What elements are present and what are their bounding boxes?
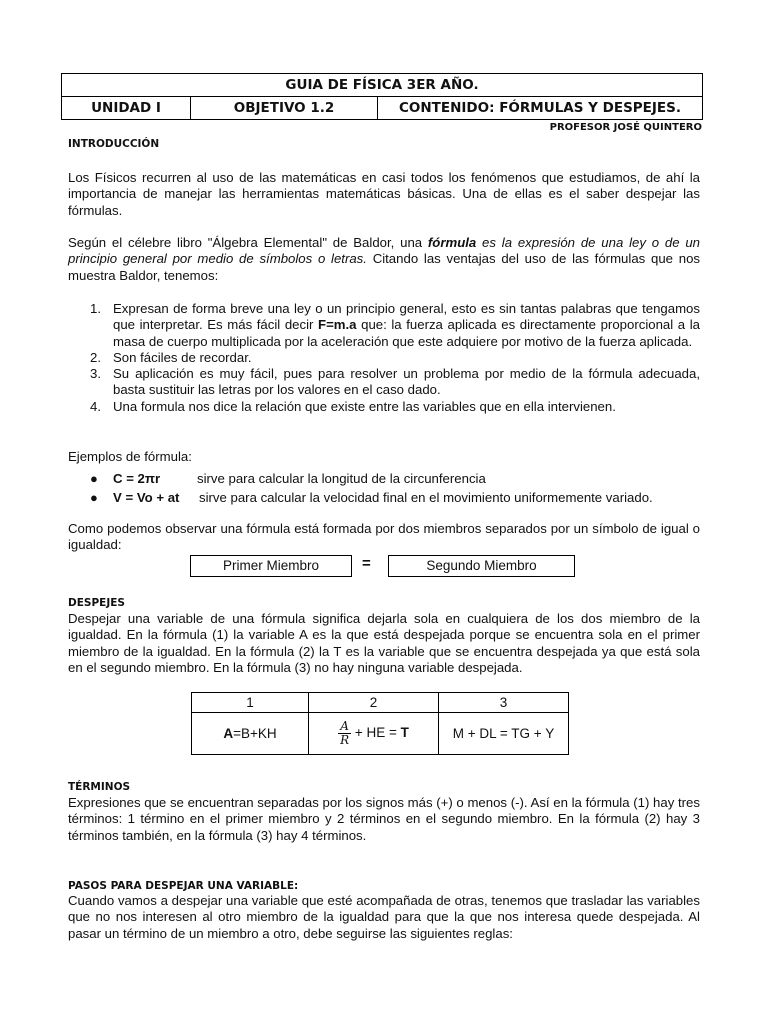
list-item: 4. Una formula nos dice la relación que existe entre las variables que en ella intervienen. (90, 398, 616, 414)
p2-text-c: Citando las ventajas del uso de las fórmulas que nos muestra Baldor, tenemos: (68, 251, 700, 283)
formula-desc: sirve para calcular la velocidad final en el movimiento uniformemente variado. (199, 490, 653, 505)
item-number: 1. (90, 301, 101, 316)
intro-heading: INTRODUCCIÓN (68, 138, 160, 150)
ejemplos-heading: Ejemplos de fórmula: (68, 449, 192, 464)
segundo-miembro-box: Segundo Miembro (388, 555, 575, 577)
bullet-icon: ● (90, 490, 98, 505)
document-title: GUIA DE FÍSICA 3ER AÑO. (62, 74, 703, 97)
equals-sign: = (362, 555, 371, 572)
table-header: 3 (439, 693, 569, 713)
pasos-heading: PASOS PARA DESPEJAR UNA VARIABLE: (68, 880, 299, 892)
despejes-paragraph: Despejar una variable de una fórmula significa dejarla sola en cualquiera de los dos miembro de la igualdad. En la fórmula (1) la variable A es la que está despejada porque se encuentra sola en el primer miembro de la igualdad. En la fórmula (2) la T es la variable que se encuentra despejada ya que está sola en el segundo miembro. En la fórmula (3) no hay ninguna variable despejada. (68, 611, 700, 675)
list-item (68, 488, 700, 507)
f-equals-ma: F=m.a (318, 317, 357, 333)
table-header: 1 (192, 693, 309, 713)
formula: C = 2πr (113, 471, 161, 486)
formula-2-cell: $\frac{A}{R}$ + HE = T (309, 713, 439, 755)
terminos-paragraph: Expresiones que se encuentran separadas por los signos más (+) o menos (-). Así en la fórmula (1) hay tres términos: 1 término en el primer miembro y 2 términos en el segundo miembro. En la fórmula (2) hay 3 términos también, en la fórmula (3) hay 4 términos. (68, 795, 700, 843)
fraction: $\frac{A}{R}$ (340, 719, 350, 747)
list-item: 3. Su aplicación es muy fácil, pues para resolver un problema por medio de la fórmula adecuada, basta sustituir las letras por los valores en el caso dado. (90, 366, 700, 398)
profesor-name: PROFESOR JOSÉ QUINTERO (549, 122, 702, 133)
p2-text-a: Según el célebre libro "Álgebra Elemental" de Baldor, una (68, 235, 428, 250)
intro-paragraph-1: Los Físicos recurren al uso de las matemáticas en casi todos los fenómenos que estudiamos, de ahí la importancia de manejar las herramientas matemáticas básicas. Una de ellas es el saber despejar las fórmulas. (68, 170, 700, 218)
list-item: 1. Expresan de forma breve una ley o un principio general, esto es sin tantas palabras que tengamos que interpretar. Es más fácil decir F=m.a que: la fuerza aplicada es directamente proporcional a la masa de cuerpo multiplicada por la aceleración que este adquiere por motivo de la fuerza aplicada. (90, 301, 700, 349)
terminos-heading: TÉRMINOS (68, 781, 131, 793)
info-table (61, 96, 703, 120)
p2-definition: es la expresión de una ley o de un principio general por medio de símbolos o letras. (68, 235, 700, 267)
ejemplos-list (68, 469, 700, 507)
formula-word: fórmula (427, 235, 477, 250)
item-number: 3. (90, 366, 101, 382)
list-item: 2. Son fáciles de recordar. (90, 349, 252, 365)
title-table (61, 73, 703, 97)
pasos-paragraph: Cuando vamos a despejar una variable que esté acompañada de otras, tenemos que trasladar las variables que no nos interesen al otro miembro de la igualdad para que la que nos interesa quede despejada. Al pasar un término de un miembro a otro, debe seguirse las siguientes reglas: (68, 893, 700, 941)
table-header: 2 (309, 693, 439, 713)
objetivo-cell: OBJETIVO 1.2 (191, 97, 378, 120)
bullet-icon: ● (90, 471, 98, 486)
ventajas-list (68, 301, 700, 415)
despejes-heading: DESPEJES (68, 597, 125, 609)
intro-paragraph-2 (68, 235, 700, 284)
miembros-paragraph: Como podemos observar una fórmula está formada por dos miembros separados por un símbolo de igual o igualdad: (68, 521, 700, 553)
contenido-cell: CONTENIDO: FÓRMULAS Y DESPEJES. (378, 97, 703, 120)
item-number: 4. (90, 398, 101, 414)
formulas-table (191, 692, 569, 755)
list-item (68, 469, 700, 488)
formula: V = Vo + at (113, 490, 180, 505)
item-number: 2. (90, 349, 101, 365)
formula-1-cell: A=B+KH (192, 713, 309, 755)
unidad-cell: UNIDAD I (62, 97, 191, 120)
formula-desc: sirve para calcular la longitud de la circunferencia (197, 471, 486, 486)
primer-miembro-box: Primer Miembro (190, 555, 352, 577)
formula-3-cell: M + DL = TG + Y (439, 713, 569, 755)
